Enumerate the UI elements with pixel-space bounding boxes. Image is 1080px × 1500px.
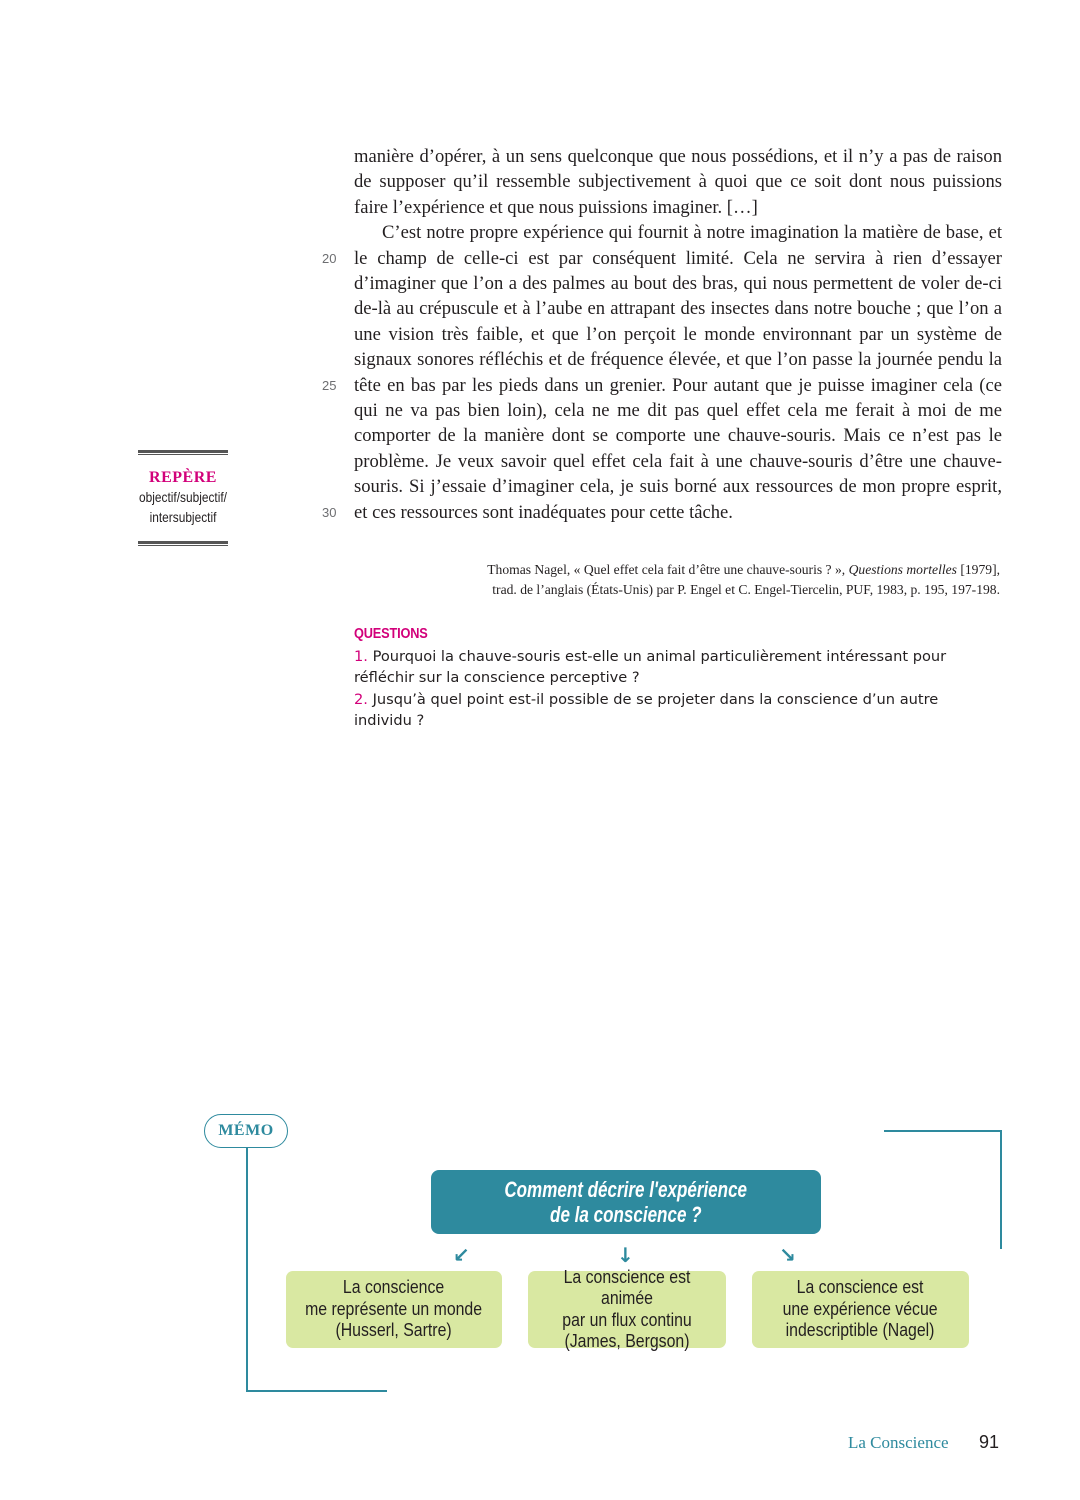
line-number-30: 30 xyxy=(322,505,337,520)
memo-question-line-2: de la conscience ? xyxy=(550,1202,702,1227)
citation-translation: trad. de l’anglais (États-Unis) par P. Engel et C. Engel-Tiercelin, PUF, 1983, p. 195, 197-198. xyxy=(492,582,1000,597)
citation-author-title: Thomas Nagel, « Quel effet cela fait d’être une chauve-souris ? », xyxy=(487,562,846,577)
memo-left-vertical-line xyxy=(246,1148,248,1391)
arrow-down-right-icon: ↘ xyxy=(779,1243,796,1267)
page-number: 91 xyxy=(979,1432,1000,1452)
repere-bottom-rule xyxy=(138,541,228,546)
memo-bottom-line xyxy=(246,1390,387,1392)
citation-year: [1979], xyxy=(960,562,1000,577)
repere-term-2: intersubjectif xyxy=(149,509,217,525)
citation xyxy=(354,560,1000,600)
memo-box-2-text: La conscience est animée par un flux continu (James, Bergson) xyxy=(562,1266,692,1351)
main-text xyxy=(354,144,1002,525)
question-1-number: 1. xyxy=(354,647,368,665)
memo-box-1 xyxy=(286,1271,502,1348)
line-number-20: 20 xyxy=(322,251,337,266)
question-1 xyxy=(354,646,974,689)
memo-right-vertical-line xyxy=(1000,1130,1002,1249)
paragraph-1: manière d’opérer, à un sens quelconque que nous possédions, et il n’y a pas de raison de supposer qu’il ressemble subjectivement à quoi que ce soit dont nous puissions faire l’expérience et que nous puissions imaginer. […] xyxy=(354,146,1002,218)
memo-top-right-line xyxy=(884,1130,1002,1132)
repere-top-rule xyxy=(138,450,228,455)
memo-box-3-text: La conscience est une expérience vécue indescriptible (Nagel) xyxy=(783,1277,938,1341)
repere-title: REPÈRE xyxy=(149,469,217,486)
memo-question-line-1: Comment décrire l'expérience xyxy=(504,1177,748,1202)
memo-box-3 xyxy=(752,1271,969,1348)
repere-term-1: objectif/subjectif/ xyxy=(139,489,227,505)
repere-box xyxy=(138,450,228,546)
memo-question-box xyxy=(431,1170,821,1234)
question-2-number: 2. xyxy=(354,690,368,708)
memo-badge: MÉMO xyxy=(204,1114,288,1148)
questions-title: QUESTIONS xyxy=(354,626,428,642)
footer-section-title: La Conscience xyxy=(848,1433,949,1452)
question-1-text: Pourquoi la chauve-souris est-elle un animal particulièrement intéressant pour réfléchir sur la conscience perceptive ? xyxy=(354,647,947,686)
arrow-down-icon: ↓ xyxy=(617,1243,634,1267)
memo-box-2 xyxy=(528,1266,726,1351)
citation-book: Questions mortelles xyxy=(848,562,957,577)
arrow-down-left-icon: ↙ xyxy=(453,1243,470,1267)
paragraph-2: C’est notre propre expérience qui fournit à notre imagination la matière de base, et le champ de celle-ci est par conséquent limité. Cela ne servira à rien d’essayer d’imaginer que l’on a des palmes au bout des bras, qui nous permettent de voler de-ci de-là au crépuscule et à l’aube en attrapant des insectes dans notre bouche ; que l’on a une vision très faible, et que l’on perçoit le monde environnant par un système de signaux sonores réfléchis et de fréquence élevée, et que l’on passe la journée pendu la tête en bas par les pieds dans un grenier. Pour autant que je puisse imaginer cela (ce qui ne va pas bien loin), cela ne me dit pas quel effet cela me ferait à moi de me comporter de la manière dont se comporte une chauve-souris. Mais ce n’est pas le problème. Je veux savoir quel effet cela fait à une chauve-souris d’être une chauve-souris. Si j’essaie d’imaginer cela, je suis borné aux ressources de mon propre esprit, et ces ressources sont inadéquates pour cette tâche. xyxy=(354,222,1002,523)
question-2-text: Jusqu’à quel point est-il possible de se projeter dans la conscience d’un autre individu ? xyxy=(354,690,939,729)
question-2 xyxy=(354,689,974,732)
memo-box-1-text: La conscience me représente un monde (Husserl, Sartre) xyxy=(305,1277,483,1341)
line-number-25: 25 xyxy=(322,378,337,393)
questions-section xyxy=(354,624,974,732)
